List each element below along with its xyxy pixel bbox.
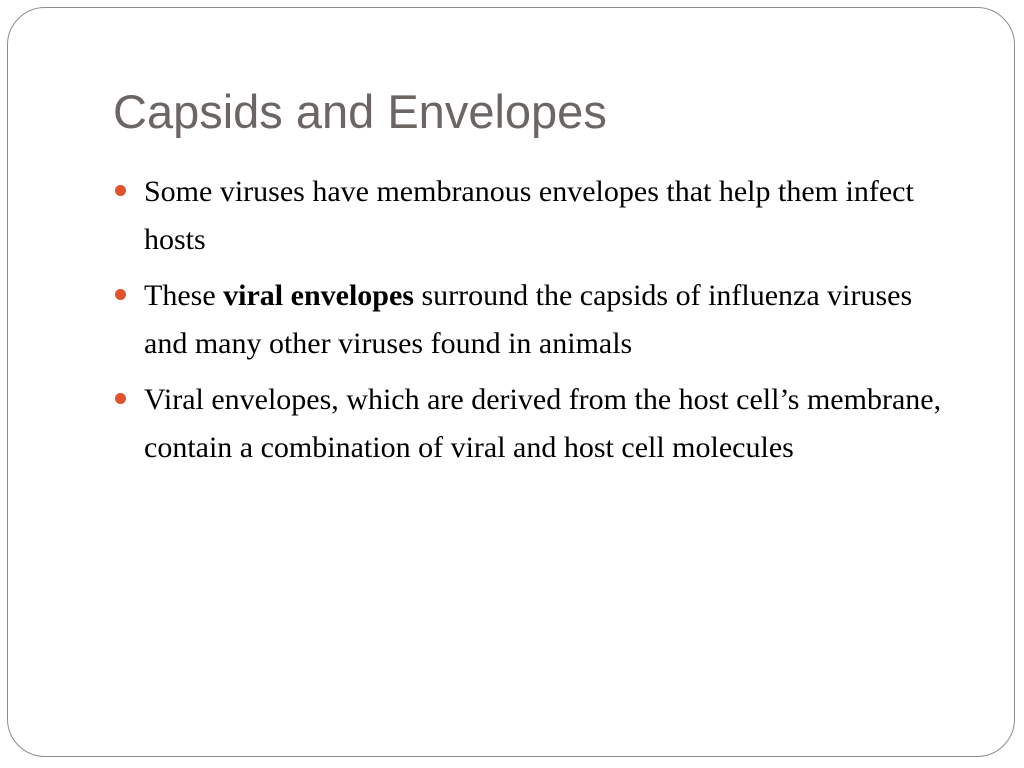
bullet-text-lead: These	[144, 279, 224, 312]
bullet-item-2	[113, 272, 943, 368]
slide-title: Capsids and Envelopes	[113, 85, 607, 138]
bullet-text-tail: surround the capsids of influenza viruses and many other viruses found in animals	[144, 279, 913, 360]
bullet-item-3	[113, 376, 943, 472]
bullet-dot-icon	[115, 393, 126, 404]
bullet-item-1	[113, 168, 943, 264]
bullet-text: Some viruses have membranous envelopes that help them infect hosts	[144, 175, 914, 256]
bullet-list	[113, 168, 943, 480]
bullet-dot-icon	[115, 185, 126, 196]
bullet-text: Viral envelopes, which are derived from the host cell’s membrane, contain a combination of viral and host cell molecules	[144, 383, 942, 464]
bullet-dot-icon	[115, 289, 126, 300]
key-term-viral-envelopes: viral envelopes	[223, 279, 414, 312]
